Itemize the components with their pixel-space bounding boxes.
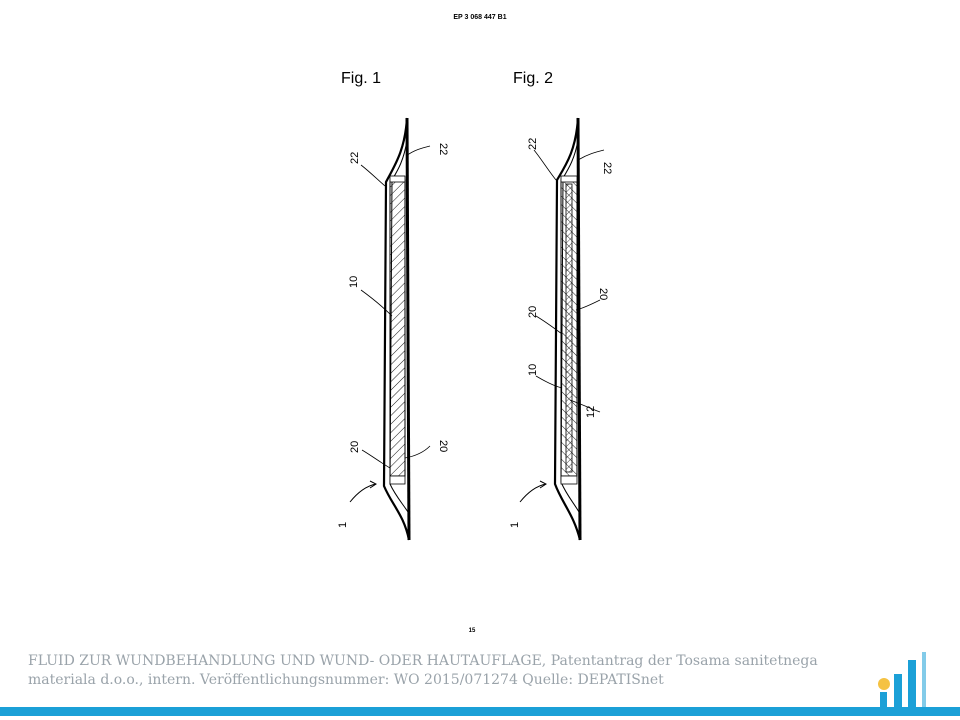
fig-1-label: Fig. 1 — [341, 70, 382, 87]
source-caption — [28, 652, 888, 690]
fig-1-ref-10: 10 — [348, 275, 360, 288]
fig-2-dressing — [555, 118, 580, 540]
fig-2-device-arrow — [520, 481, 546, 502]
patent-number: EP 3 068 447 B1 — [453, 14, 507, 21]
fig-1-ref-22-right: 22 — [437, 143, 449, 156]
fig-1-dressing — [384, 118, 409, 540]
logo-icon — [872, 652, 932, 714]
caption-line-2: materiala d.o.o., intern. Veröffentlichungsnummer: WO 2015/071274 Quelle: DEPATISnet — [28, 672, 664, 688]
fig-2-ref-1: 1 — [509, 521, 521, 528]
fig-2-ref-22-right: 22 — [601, 162, 613, 175]
fig-2-ref-10: 10 — [527, 363, 539, 376]
fig-1-device-arrow — [350, 481, 376, 502]
fig-1-ref-22-left: 22 — [349, 151, 361, 164]
fig-2-ref-22-left: 22 — [527, 137, 539, 150]
fig-1-ref-20-right: 20 — [437, 440, 449, 453]
caption-line-1: FLUID ZUR WUNDBEHANDLUNG UND WUND- ODER HAUTAUFLAGE, Patentantrag der Tosama sanitetnega — [28, 653, 818, 669]
fig-1-ref-1: 1 — [337, 521, 349, 528]
fig-2-label: Fig. 2 — [513, 70, 554, 87]
fig-2-ref-20-right: 20 — [597, 288, 609, 301]
fig-2-ref-20-left: 20 — [527, 305, 539, 318]
fig-2-ref-12: 12 — [585, 405, 597, 418]
bottom-accent-bar — [0, 707, 960, 716]
page-number: 15 — [468, 628, 476, 634]
fig-1-ref-20-left: 20 — [349, 440, 361, 453]
